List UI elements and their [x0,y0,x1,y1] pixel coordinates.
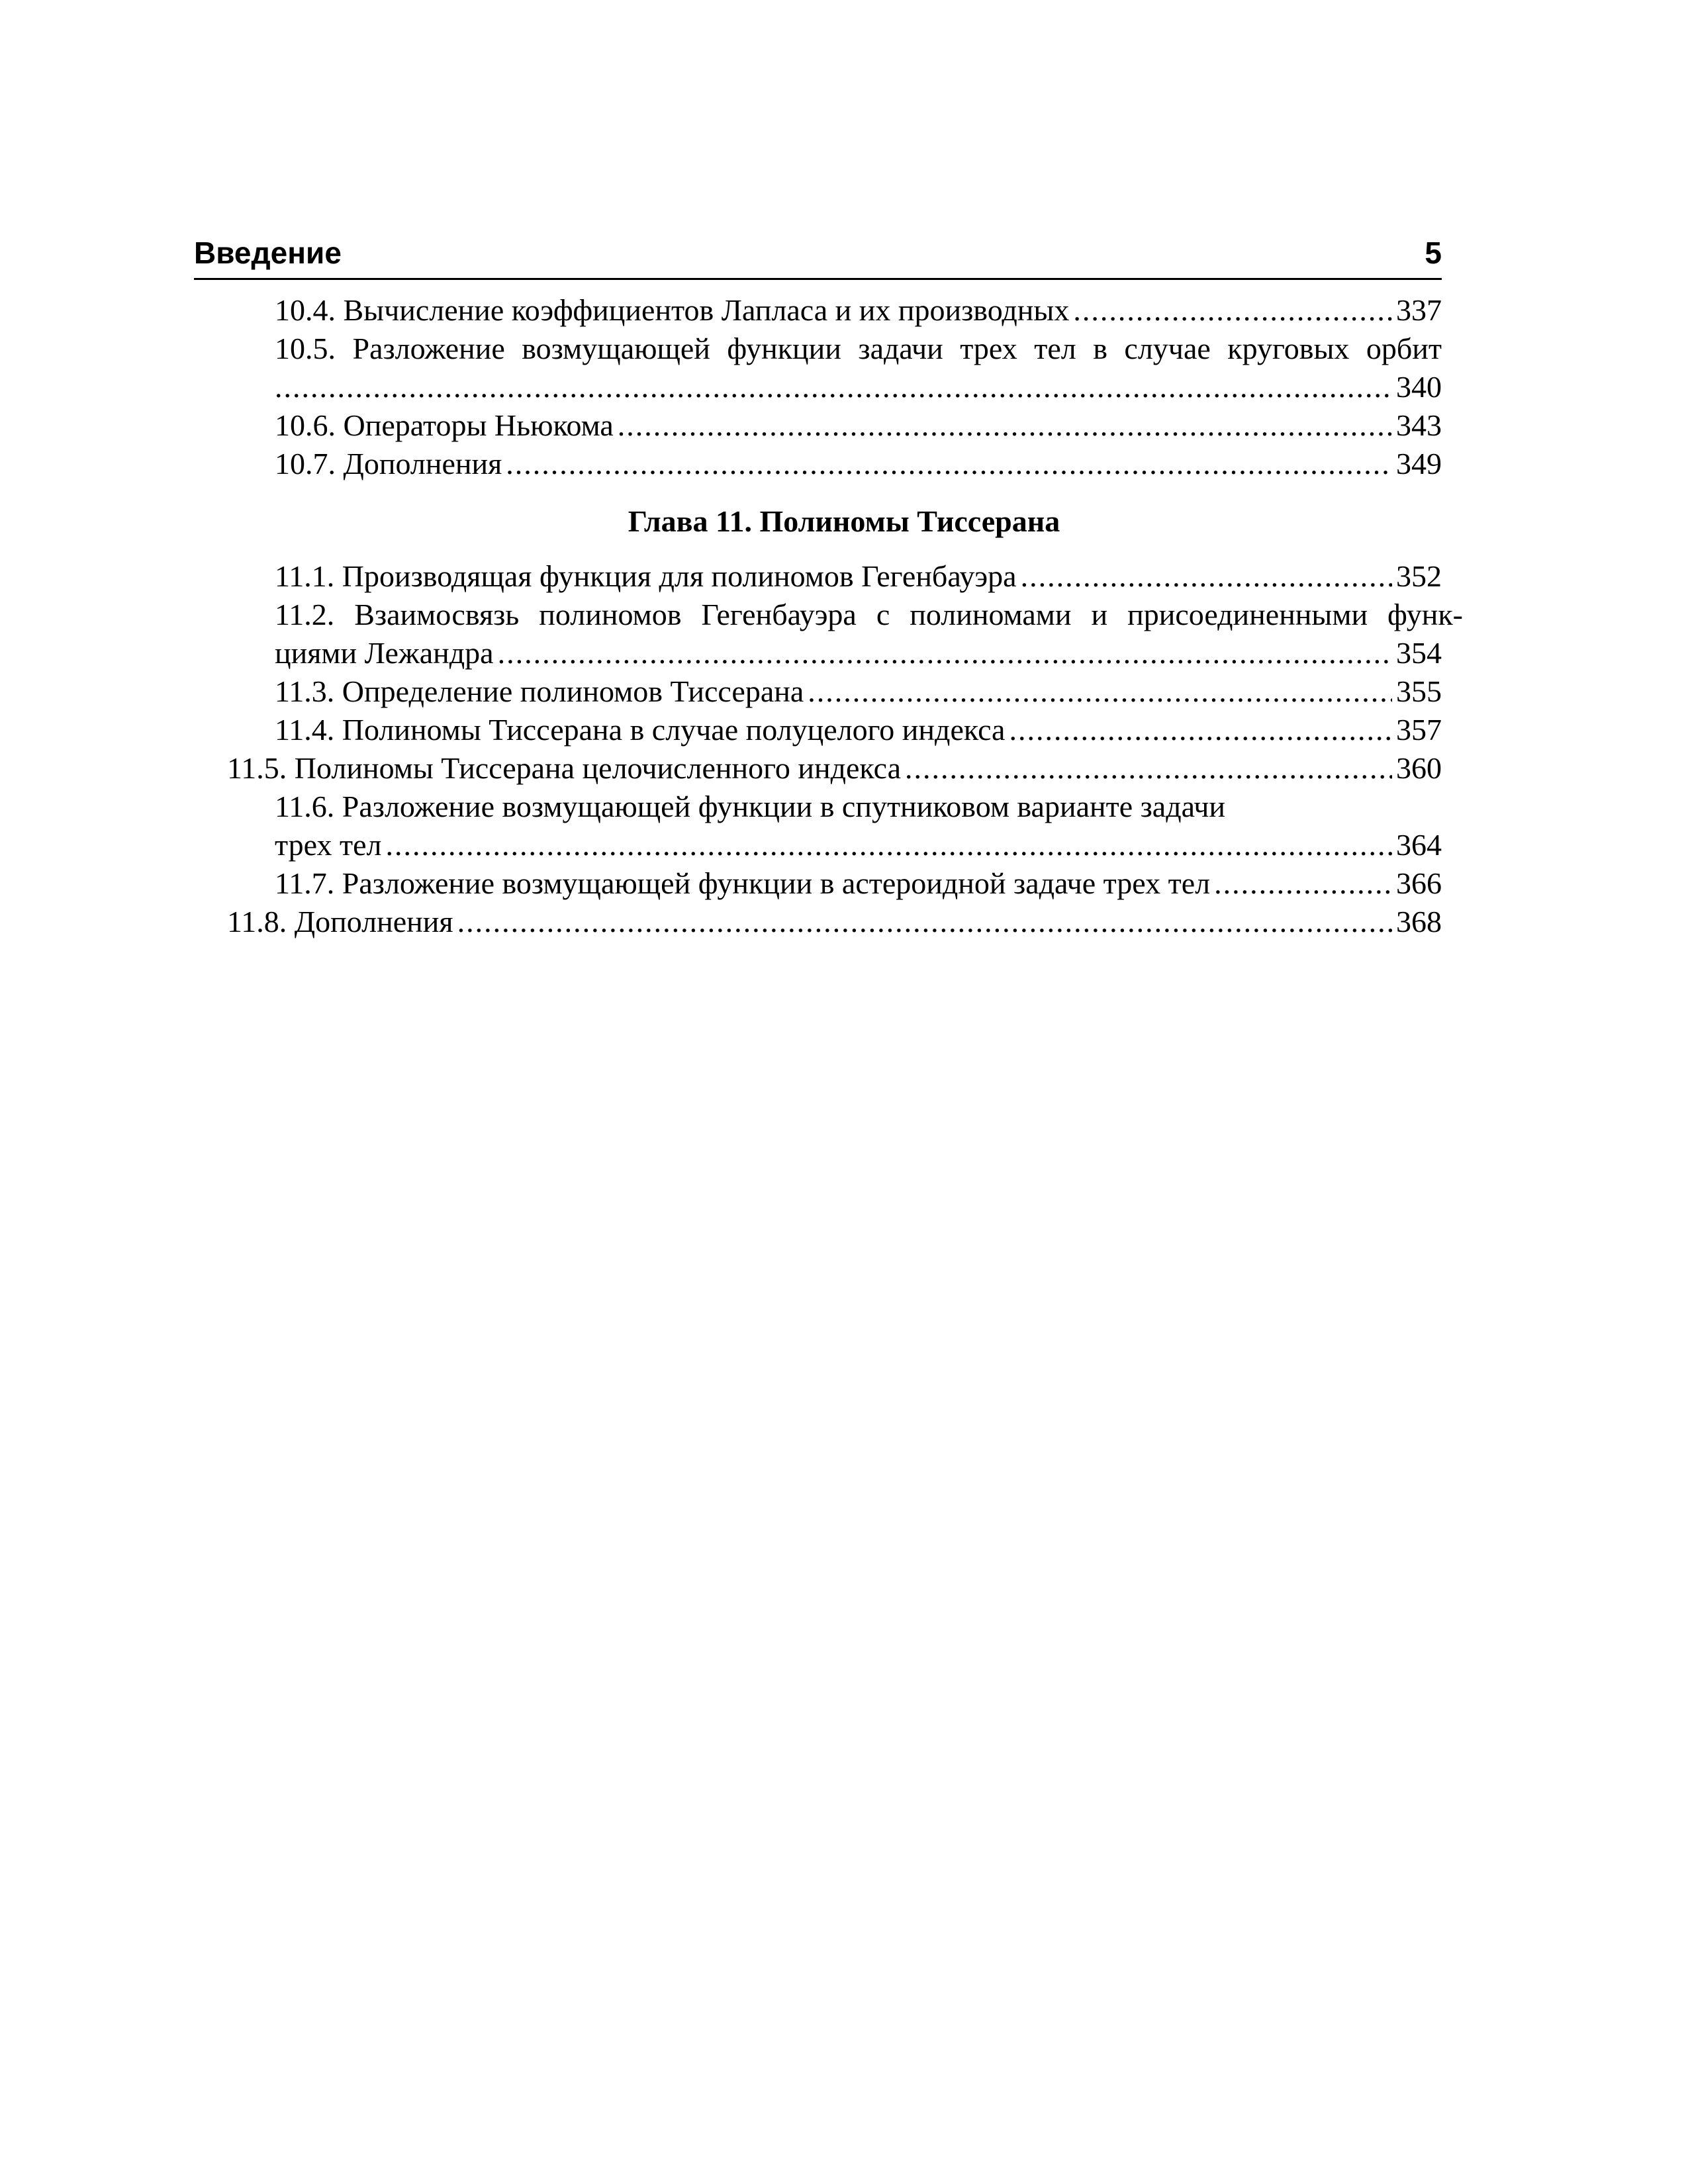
toc-entry-page: 340 [1396,370,1442,404]
toc-entry-label: 11.1. Производящая функция для полиномов Гегенбауэра [275,559,1017,593]
toc-entry-11-5[interactable] [227,749,1442,788]
toc-entry-label: 10.7. Дополнения [275,447,502,480]
header-rule [194,278,1442,280]
dot-leader [905,749,1392,788]
toc-entry-label: 11.8. Дополнения [227,905,453,938]
dot-leader [1009,711,1392,749]
dot-leader [498,634,1392,672]
toc-entry-11-6[interactable] [275,826,1442,864]
dot-leader [1021,557,1392,596]
running-head [194,233,1442,273]
dot-leader [385,826,1392,864]
toc-entry-11-4[interactable] [275,711,1442,749]
toc-entry-11-8[interactable] [227,903,1442,941]
toc-entry-page: 343 [1396,408,1442,442]
dot-leader [506,445,1392,483]
toc-entry-label: 10.6. Операторы Ньюкома [275,408,614,442]
toc-entry-page: 357 [1396,713,1442,747]
dot-leader [618,406,1392,445]
toc-entry-11-6-line-1[interactable]: 11.6. Разложение возмущающей функции в спутниковом варианте задачи [275,790,1225,823]
toc-entry-page: 349 [1396,447,1442,480]
toc-entry-11-7[interactable] [275,864,1442,903]
toc-entry-page: 360 [1396,751,1442,785]
toc-entry-11-1[interactable] [275,557,1442,596]
dot-leader [275,368,1392,406]
toc-entry-label: 11.4. Полиномы Тиссерана в случае полуцелого индекса [275,713,1006,747]
toc-entry-page: 337 [1396,293,1442,327]
toc-entry-page: 366 [1396,866,1442,900]
chapter-heading[interactable]: Глава 11. Полиномы Тиссерана [628,504,1060,538]
dot-leader [808,672,1392,711]
toc-entry-11-2[interactable] [275,634,1442,672]
toc-entry-page: 355 [1396,674,1442,708]
toc-entry-page: 352 [1396,559,1442,593]
toc-entry-11-2-line-1[interactable]: 11.2. Взаимосвязь полиномов Гегенбауэра с полиномами и присоединенными функ- [275,598,1463,631]
toc-entry-10-7[interactable] [275,445,1442,483]
toc-entry-page: 364 [1396,828,1442,862]
toc-entry-10-6[interactable] [275,406,1442,445]
toc-entry-label: трех тел [275,828,382,862]
toc-entry-label: 11.3. Определение полиномов Тиссерана [275,674,804,708]
dot-leader [1214,864,1392,903]
dot-leader [1073,291,1392,330]
toc-entry-page: 368 [1396,905,1442,938]
toc-entry-page: 354 [1396,636,1442,670]
dot-leader [457,903,1392,941]
toc-entry-10-5[interactable] [275,368,1442,406]
toc-entry-10-5-line-1[interactable]: 10.5. Разложение возмущающей функции задачи трех тел в случае круговых орбит [275,332,1442,365]
toc-entry-label: циями Лежандра [275,636,494,670]
toc-entry-label: 11.5. Полиномы Тиссерана целочисленного индекса [227,751,902,785]
running-head-title: Введение [194,236,342,270]
toc-entry-label: 10.4. Вычисление коэффициентов Лапласа и их производных [275,293,1070,327]
toc-entry-11-3[interactable] [275,672,1442,711]
toc-entry-10-4[interactable] [275,291,1442,330]
running-head-page-number: 5 [1425,236,1442,270]
toc-entry-label: 11.7. Разложение возмущающей функции в астероидной задаче трех тел [275,866,1211,900]
